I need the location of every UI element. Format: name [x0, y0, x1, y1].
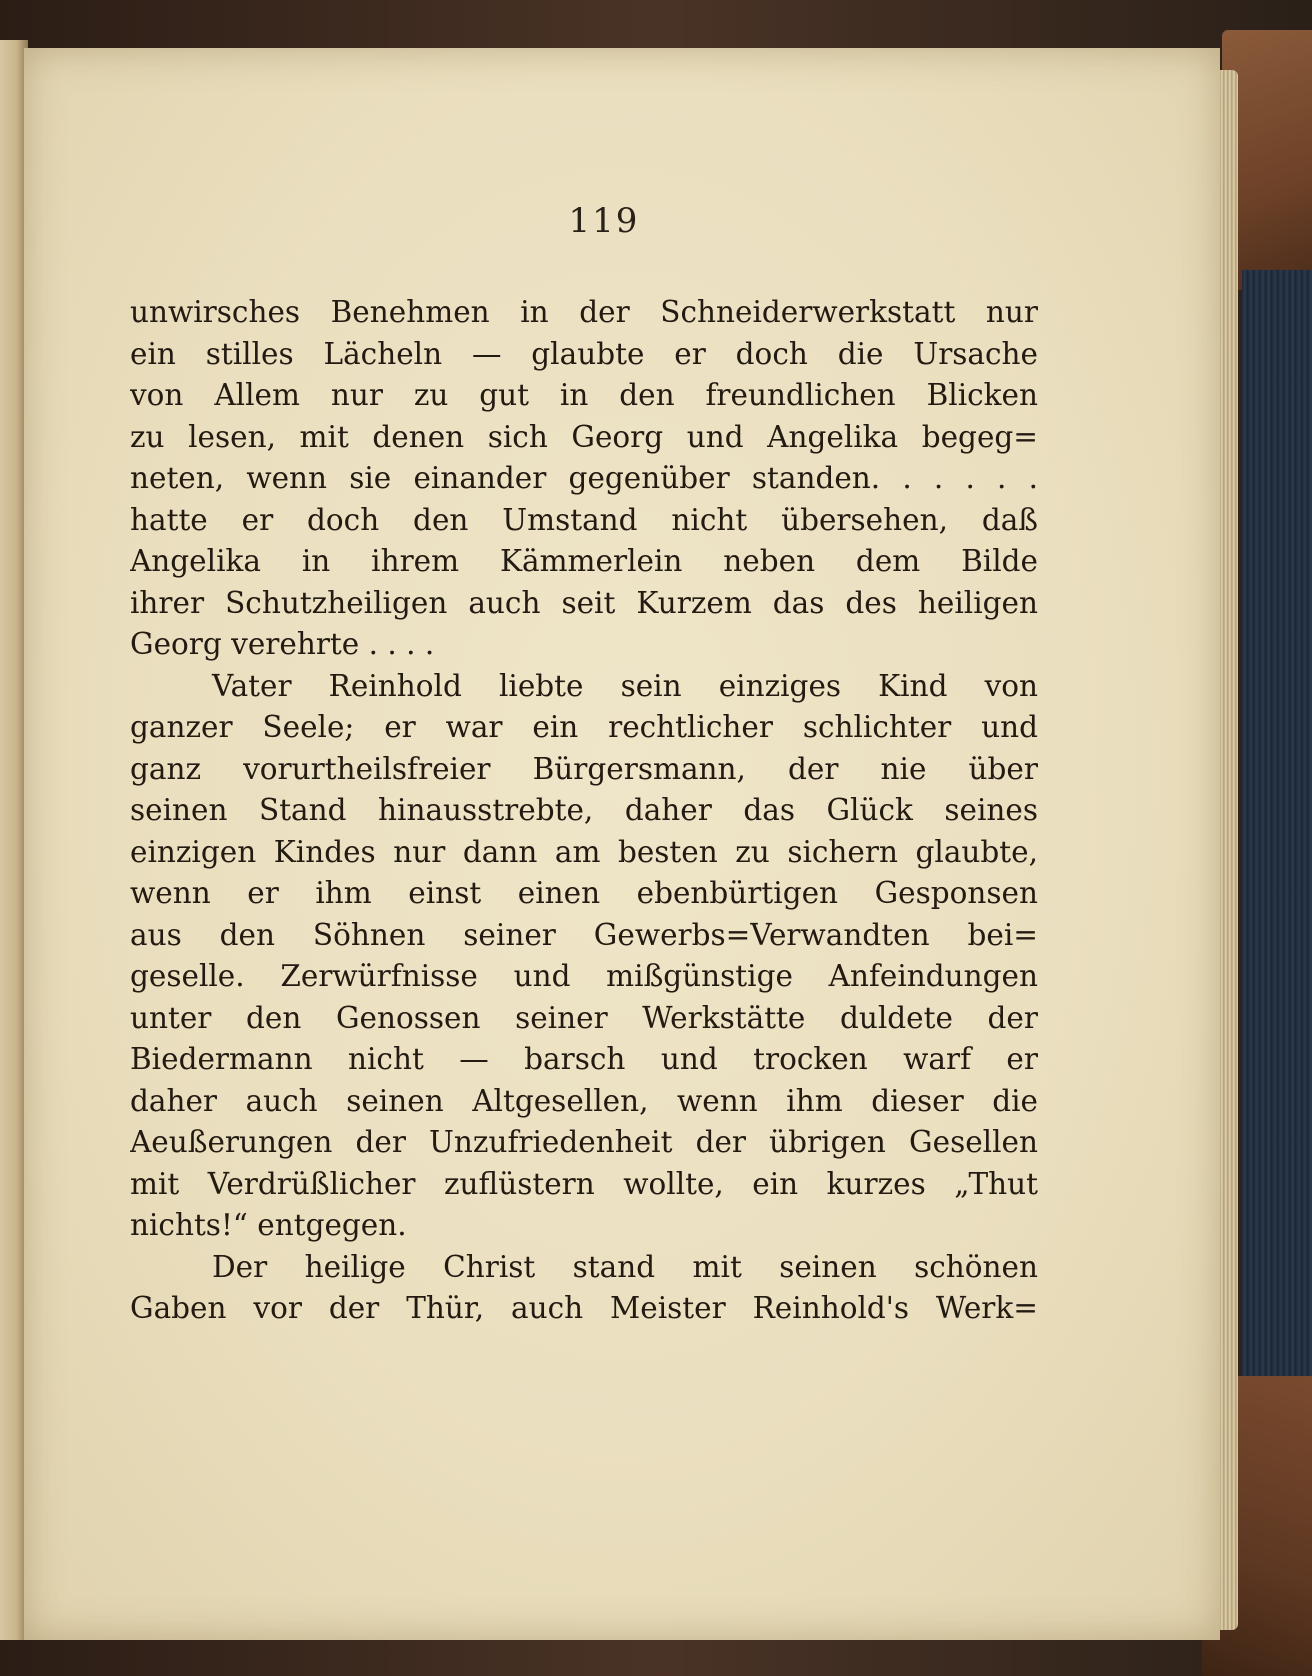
text-line: geselle. Zerwürfnisse und mißgünstige Anfeindungen	[130, 959, 1038, 993]
text-line: mit Verdrüßlicher zuflüstern wollte, ein kurzes „Thut	[130, 1166, 1038, 1201]
text-line: zu lesen, mit denen sich Georg und Angelika begeg=	[130, 419, 1038, 454]
text-line: unter den Genossen seiner Werkstätte duldete der	[130, 1000, 1038, 1035]
text-line: Aeußerungen der Unzufriedenheit der übrigen Gesellen	[130, 1125, 1038, 1159]
text-line: unwirsches Benehmen in der Schneiderwerkstatt nur	[130, 295, 1038, 329]
text-line: Gaben vor der Thür, auch Meister Reinhold's Werk=	[130, 1291, 1038, 1325]
text-line: nichts!“ entgegen.	[130, 1208, 407, 1242]
text-line: daher auch seinen Altgesellen, wenn ihm dieser die	[130, 1083, 1038, 1118]
text-line: aus den Söhnen seiner Gewerbs=Verwandten bei=	[130, 917, 1038, 952]
body-text	[130, 292, 1038, 1330]
book-page	[24, 48, 1220, 1640]
text-line: hatte er doch den Umstand nicht übersehen, daß	[130, 502, 1038, 537]
text-line: Der heilige Christ stand mit seinen schönen	[212, 1249, 1038, 1284]
text-line: seinen Stand hinausstrebte, daher das Glück seines	[130, 793, 1038, 827]
text-line: Vater Reinhold liebte sein einziges Kind von	[212, 668, 1038, 703]
text-line: einzigen Kindes nur dann am besten zu sichern glaubte,	[130, 834, 1038, 869]
text-line: ihrer Schutzheiligen auch seit Kurzem das des heiligen	[130, 585, 1038, 620]
text-line: ein stilles Lächeln — glaubte er doch die Ursache	[130, 336, 1038, 371]
cloth-binding	[1242, 270, 1312, 1390]
text-line: wenn er ihm einst einen ebenbürtigen Gesponsen	[130, 876, 1038, 910]
text-line: ganzer Seele; er war ein rechtlicher schlichter und	[130, 710, 1038, 744]
text-line: ganz vorurtheilsfreier Bürgersmann, der nie über	[130, 751, 1038, 786]
text-line: Biedermann nicht — barsch und trocken warf er	[130, 1042, 1038, 1076]
page-number: 119	[568, 201, 640, 241]
text-line: von Allem nur zu gut in den freundlichen Blicken	[130, 378, 1038, 412]
text-line: neten, wenn sie einander gegenüber standen. . . . . .	[130, 461, 1038, 495]
text-line: Georg verehrte . . . .	[130, 627, 435, 661]
text-line: Angelika in ihrem Kämmerlein neben dem Bilde	[130, 544, 1038, 578]
